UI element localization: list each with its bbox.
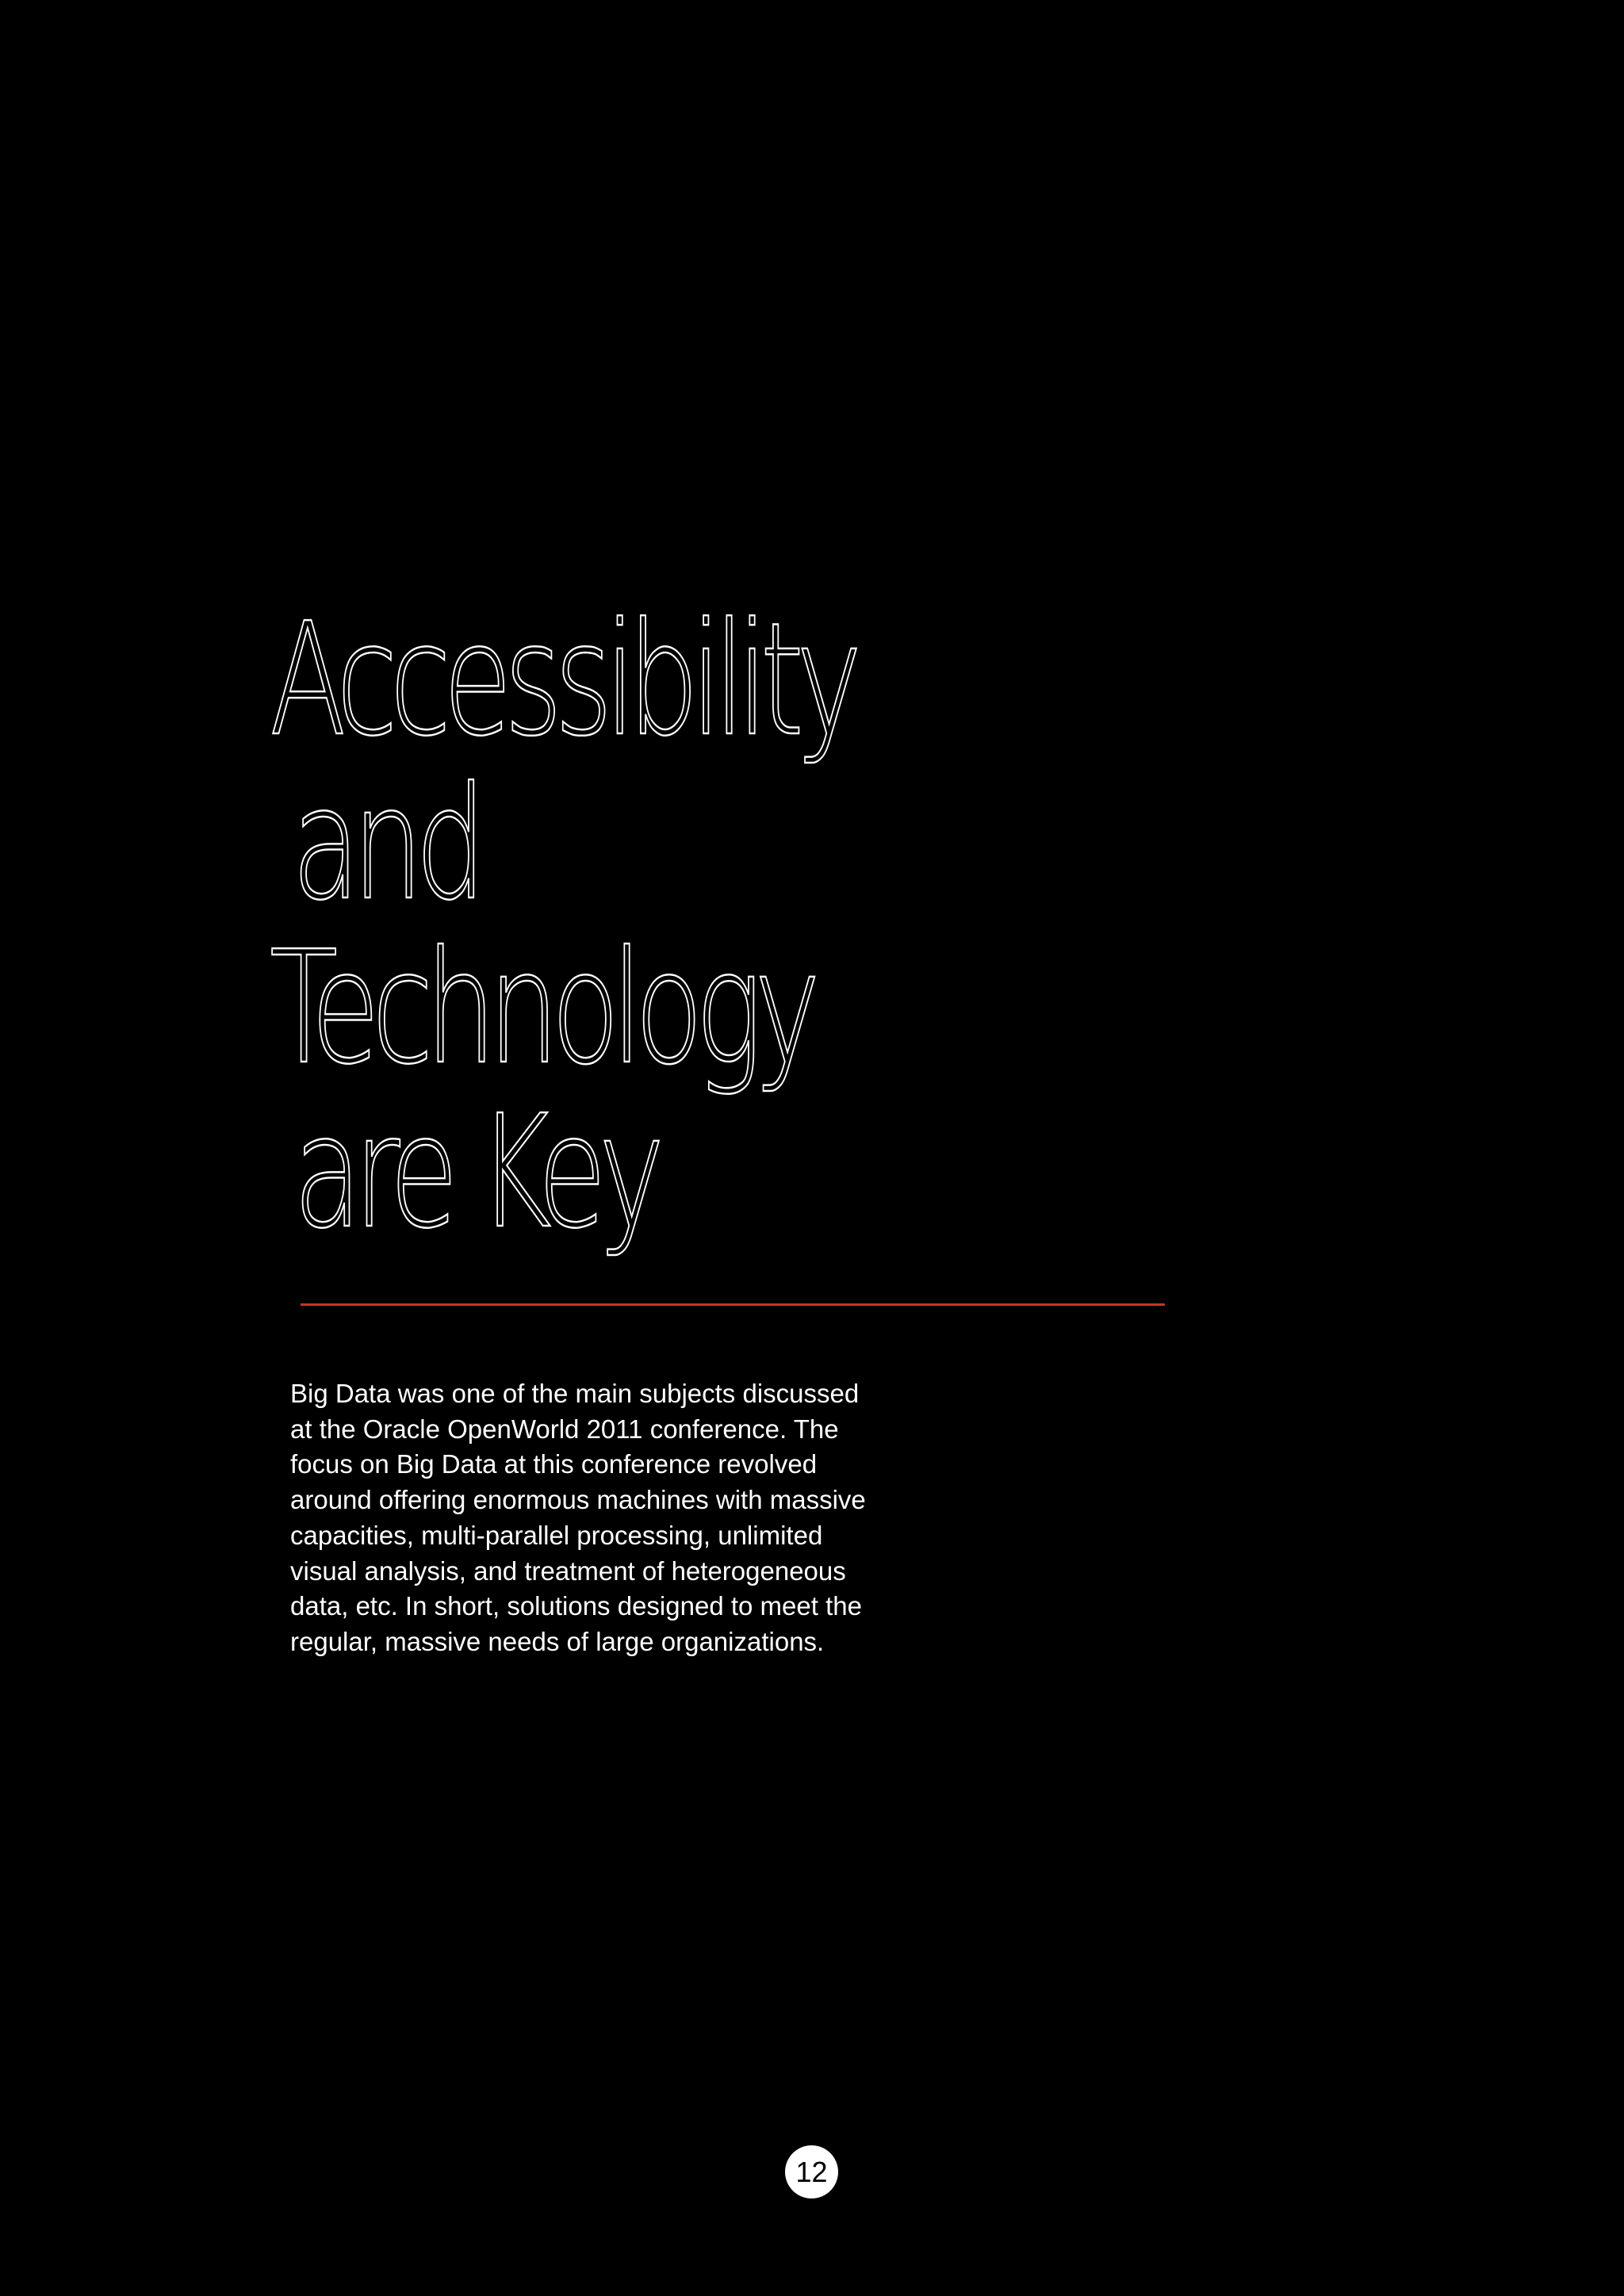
paragraph-line: regular, massive needs of large organizations. (290, 1626, 825, 1656)
paragraph-line: capacities, multi-parallel processing, unlimited (290, 1520, 823, 1550)
paragraph-line: data, etc. In short, solutions designed to meet the (290, 1591, 862, 1621)
accent-divider (301, 1303, 1165, 1306)
paragraph-line: Big Data was one of the main subjects discussed (290, 1379, 860, 1408)
paragraph-line: focus on Big Data at this conference revolved (290, 1449, 818, 1479)
paragraph-line: at the Oracle OpenWorld 2011 conference. The (290, 1414, 839, 1444)
page-number-badge: 12 (785, 2145, 838, 2198)
paragraph-line: around offering enormous machines with massive (290, 1485, 866, 1515)
body-paragraph (290, 1376, 925, 1660)
title-line: and (292, 754, 479, 935)
title-line: are Key (293, 1082, 657, 1263)
paragraph-line: visual analysis, and treatment of heterogeneous (290, 1556, 846, 1586)
title-line: Technology (270, 918, 813, 1099)
page-title (270, 590, 983, 1263)
title-line: Accessibility (270, 590, 855, 771)
